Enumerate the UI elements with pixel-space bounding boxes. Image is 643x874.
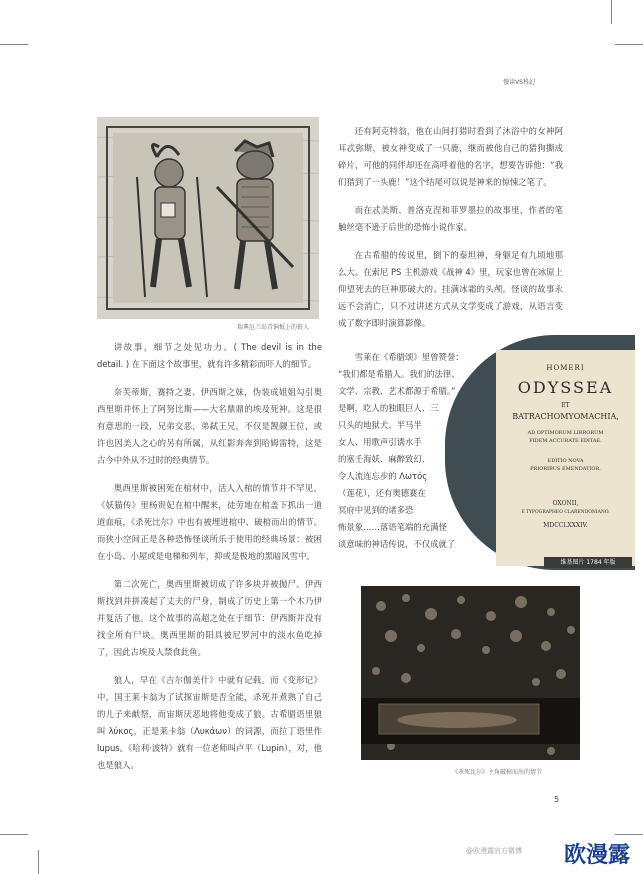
paragraph: 狼人，早在《吉尔伽美什》中就有记载。而《变形记》中，国王莱卡翁为了试探宙斯是否全能，杀死并煮熟了自己的儿子来献祭，而宙斯厌恶地将他变成了狼。古希腊语里狼叫 λύκος，正是莱卡翁（Λυκάων）的词源，而拉丁语里作 lupus。《哈利·波特》就有一位老师叫卢平（Lupin），对，他也是狼人。 bbox=[97, 675, 322, 770]
book-line: EDITIO NOVA bbox=[547, 458, 584, 464]
text-line: 是啊，吃人的独眼巨人、三 bbox=[338, 403, 439, 413]
paragraph: 奥西里斯被困死在棺材中，活人入棺的情节并不罕见，《妖猫传》里杨贵妃在棺中醒来，徒劳地在棺盖下抓出一道道血痕，《杀死比尔》中也有被埋进棺中、破棺而出的情节。而狭小空间正是各种恐怖怪谈所乐于使用的经典场景：被困在小岛、小屋或是电梯和列车，抑或是极地的黑暗风雪中。 bbox=[97, 483, 322, 561]
book-label: 维基图片 1784 年版 bbox=[544, 557, 632, 568]
bronze-relief-image bbox=[97, 117, 319, 319]
page-number: 5 bbox=[554, 795, 560, 804]
book-line: AD OPTIMORUM LIBRORUM bbox=[527, 430, 604, 436]
text-line: 怖景象……落语笔端的充满怪 bbox=[338, 522, 447, 532]
text-line: “我们都是希腊人。我们的法律、 bbox=[338, 369, 460, 379]
crop-mark bbox=[615, 834, 643, 835]
left-column bbox=[97, 339, 322, 785]
text-line: 谈意味的神话传说，不仅成就了 bbox=[338, 539, 456, 549]
watermark-handle: @欧漫露官方微博 bbox=[466, 847, 522, 855]
crop-mark bbox=[0, 44, 28, 45]
right-column-wrap bbox=[338, 349, 498, 553]
book-line: PRIORIBUS EMENDATIOR. bbox=[530, 466, 601, 472]
text-line: 冥府中见到的诸多恐 bbox=[338, 505, 414, 515]
book-subtitle: BATRACHOMYOMACHIA, bbox=[512, 412, 619, 421]
book-place: OXONII, bbox=[552, 500, 579, 507]
book-title: ODYSSEA bbox=[517, 378, 614, 397]
right-column-top bbox=[338, 123, 563, 343]
text-line: 令人流连忘步的 Λωτός bbox=[338, 471, 428, 481]
paragraph: 还有阿克特翁，他在山间打猎时看到了沐浴中的女神阿耳忒弥斯，被女神变成了一只鹿，继而被他自己的猎狗撕成碎片，可他的同伴却还在高呼着他的名字，想要告诉他：“我们猎到了一头鹿！”这个结尾可以说是神来的惊悚之笔了。 bbox=[338, 126, 563, 187]
book-cover-image bbox=[496, 350, 635, 566]
relief-illustration bbox=[97, 117, 319, 319]
text-line: 只头的地狱犬、半马半 bbox=[338, 420, 422, 430]
relief-caption: 瑞典厄兰岛青铜板上的狼人 bbox=[237, 324, 310, 331]
paragraph: 第二次死亡，奥西里斯被切成了许多块并被抛尸。伊西斯找到并拼凑起了丈夫的尸身，制成了历史上第一个木乃伊并复活了他。这个故事的高超之处在于细节：伊西斯并没有找全所有尸块。奥西里斯的阳具被尼罗河中的淡水鱼吃掉了，因此古埃及人禁食此鱼。 bbox=[97, 579, 322, 657]
book-et: ET bbox=[561, 402, 570, 409]
crop-mark bbox=[38, 850, 39, 874]
book-line: FIDEM ACCURATE EDITAE. bbox=[529, 438, 602, 444]
coffin-caption: 《杀死比尔》主角破棺而出的情节 bbox=[452, 769, 543, 776]
book-publisher: E TYPOGRAPHEO CLARENDONIANO. bbox=[521, 510, 610, 515]
section-header: 慢读VS科幻 bbox=[503, 79, 535, 86]
text-line: 女人、用歌声引诱水手 bbox=[338, 437, 422, 447]
text-line: 文学、宗教、艺术都源于希腊。” bbox=[338, 386, 456, 396]
paragraph: 在古希腊的传说里，倒下的泰坦神，身躯足有九顷地那么大。在索尼 PS 主机游戏《战神 4》里，玩家也曾在冰原上仰望死去的巨神那破大的、挂满冰霜的头颅。怪谈的故事永远不会消亡，只不过讲述方式从文学变成了游戏，从语言变成了数字即时演算影像。 bbox=[338, 250, 563, 328]
coffin-scene-image bbox=[361, 586, 580, 760]
crop-mark bbox=[615, 44, 643, 45]
book-year: MDCCLXXXIV. bbox=[543, 522, 588, 529]
paragraph: 而在忒美斯、普洛克涅和菲罗墨拉的故事里，作者的笔触丝毫不逊于后世的恐怖小说作家。 bbox=[338, 205, 563, 232]
crop-mark bbox=[0, 834, 28, 835]
text-line: （莲花），还有奥德赛在 bbox=[338, 488, 426, 498]
paragraph: 奈芙蒂斯，赛特之妻、伊西斯之妹，伪装成姐姐勾引奥西里斯并怀上了阿努比斯——大名鼎鼎的埃及死神。这是很有意思的一段，兄弟交恶，弟弑王兄，不仅是觊觎王位，或许也因美人之心的另有所属，从红影奔奔到哈姆雷特，这是古今中外从不过时的经典情节。 bbox=[97, 387, 322, 465]
paragraph: 讲故事，细节之处见功力。( The devil is in the detail. ) 在下面这个故事里，就有许多精彩而吓人的细节。 bbox=[97, 342, 322, 369]
crop-mark bbox=[611, 0, 612, 24]
watermark-logo: 欧漫露 bbox=[564, 843, 631, 868]
text-line: 的塞壬海妖、麻醉致幻、 bbox=[338, 454, 431, 464]
book-author: HOMERI bbox=[546, 364, 585, 372]
text-line: 雪莱在《希腊颂》里曾赞誉： bbox=[354, 352, 464, 362]
coffin-illustration bbox=[361, 586, 580, 760]
